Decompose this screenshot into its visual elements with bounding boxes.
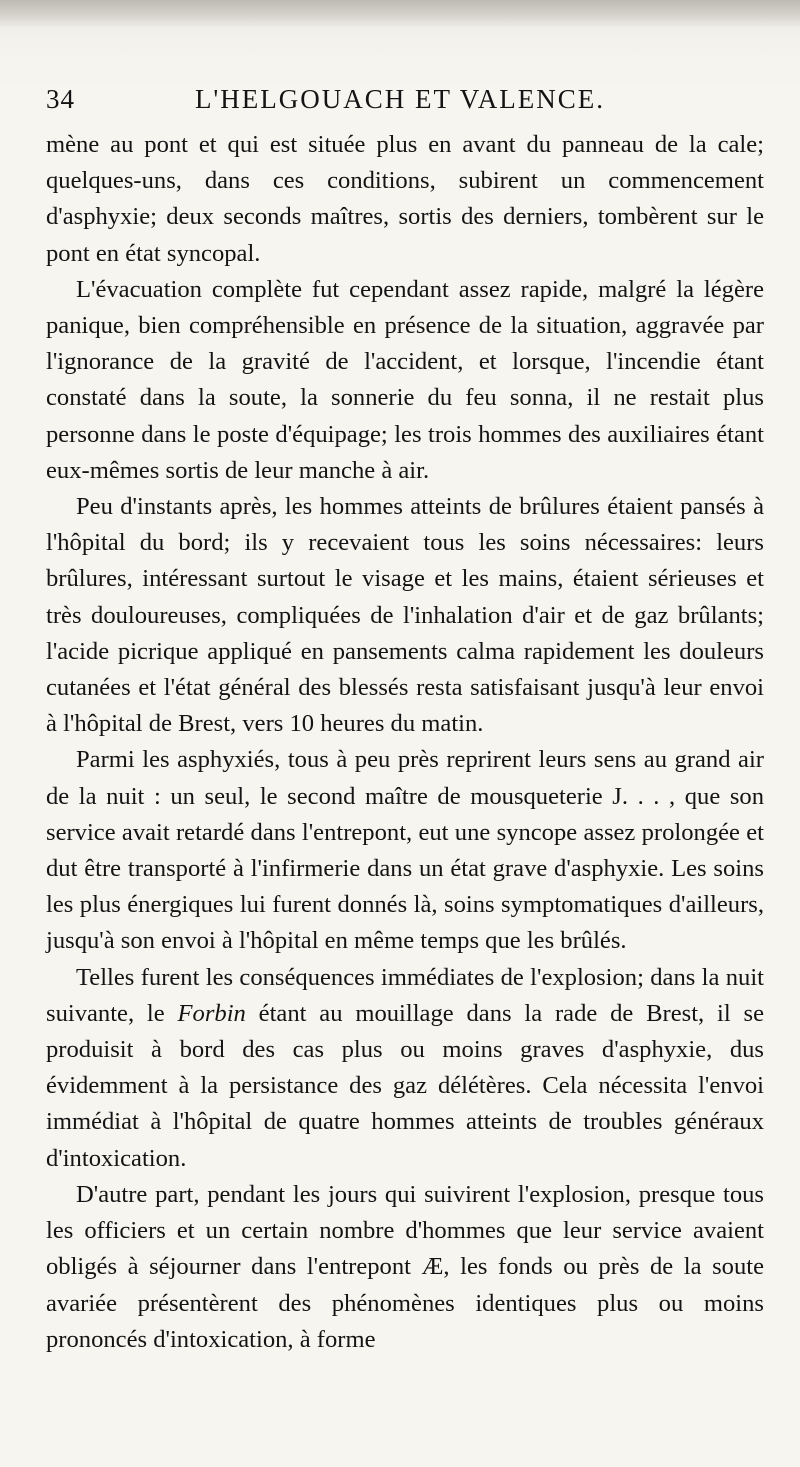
page-number: 34 (46, 84, 75, 114)
paragraph-1: mène au pont et qui est située plus en avant du panneau de la cale; quelques-uns, dans ces conditions, subirent un commencement d'asphyxie; deux seconds maîtres, sortis des derniers, tombèrent sur le pont en état syncopal. (46, 131, 764, 267)
paragraph-2: L'évacuation complète fut cependant assez rapide, malgré la légère panique, bien compréhensible en présence de la situation, aggravée par l'ignorance de la gravité de l'accident, et lorsque, l'incendie étant constaté dans la soute, la sonnerie du feu sonna, il ne restait plus personne dans le poste d'équipage; les trois hommes des auxiliaires étant eux-mêmes sortis de leur manche à air. (46, 275, 764, 484)
body-text (46, 127, 764, 1358)
running-title: L'HELGOUACH ET VALENCE. (194, 84, 606, 114)
paragraph-6: D'autre part, pendant les jours qui suivirent l'explosion, presque tous les officiers et un certain nombre d'hommes que leur service avaient obligés à séjourner dans l'entrepont Æ, les fonds ou près de la soute avariée présentèrent des phénomènes identiques plus ou moins prononcés d'intoxication, à forme (46, 1180, 764, 1353)
paragraph-5 (46, 960, 764, 1177)
paragraph-3: Peu d'instants après, les hommes atteints de brûlures étaient pansés à l'hôpital du bord; ils y recevaient tous les soins nécessaires: leurs brûlures, intéressant surtout le visage et les mains, étaient sérieuses et très douloureuses, compliquées de l'inhalation d'air et de gaz brûlants; l'acide picrique appliqué en pansements calma rapidement les douleurs cutanées et l'état général des blessés resta satisfaisant jusqu'à leur envoi à l'hôpital de Brest, vers 10 heures du matin. (46, 493, 764, 738)
paragraph-4: Parmi les asphyxiés, tous à peu près reprirent leurs sens au grand air de la nuit : un seul, le second maître de mousqueterie J. . . , que son service avait retardé dans l'entrepont, eut une syncope assez prolongée et dut être transporté à l'infirmerie dans un état grave d'asphyxie. Les soins les plus énergiques lui furent donnés là, soins symptomatiques d'ailleurs, jusqu'à son envoi à l'hôpital en même temps que les brûlés. (46, 746, 764, 955)
paragraph-5-text-after: étant au mouillage dans la rade de Brest, il se produisit à bord des cas plus ou moins graves d'asphyxie, dus évidemment à la persistance des gaz délétères. Cela nécessita l'envoi immédiat à l'hôpital de quatre hommes atteints de troubles généraux d'intoxication. (46, 999, 765, 1172)
scan-edge-shadow (0, 0, 800, 28)
ship-name-forbin: Forbin (177, 999, 246, 1027)
page-header (46, 84, 754, 124)
paragraph-5-text-before: Telles furent les conséquences immédiates de l'explosion; dans la nuit suivante, le (46, 963, 764, 1027)
